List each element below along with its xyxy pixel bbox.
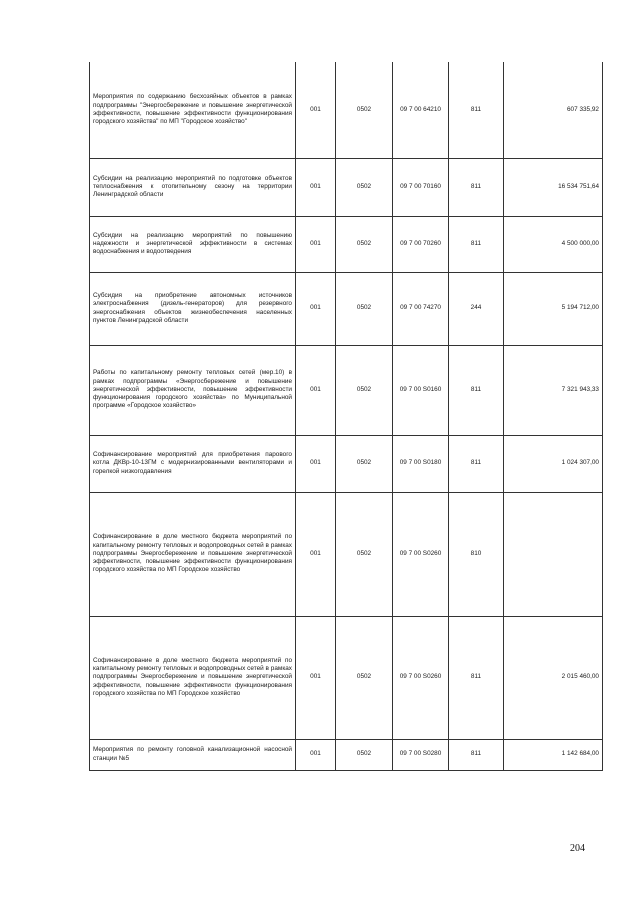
row-admin-code: 001	[296, 272, 336, 345]
row-target-code: 09 7 00 70160	[393, 158, 449, 216]
row-type-code: 811	[449, 616, 504, 739]
row-name: Софинансирование в доле местного бюджета мероприятий по капитальному ремонту тепловых и водопроводных сетей в рамках подпрограммы Энергосбережение и повышение энергетической эффективности, повышение эффективности функционирования городского хозяйства по МП Городское хозяйство	[90, 616, 296, 739]
table-row	[90, 616, 603, 739]
row-section-code: 0502	[336, 492, 393, 616]
row-amount: 1 024 307,00	[504, 435, 603, 492]
row-admin-code: 001	[296, 158, 336, 216]
row-section-code: 0502	[336, 739, 393, 770]
table-row	[90, 345, 603, 435]
row-section-code: 0502	[336, 616, 393, 739]
row-section-code: 0502	[336, 435, 393, 492]
row-type-code: 811	[449, 62, 504, 158]
row-type-code: 811	[449, 739, 504, 770]
table-row	[90, 492, 603, 616]
row-name: Работы по капитальному ремонту тепловых сетей (мер.10) в рамках подпрограммы «Энергосбережение и повышение энергетической эффективности, повышение эффективности функционирования городского хозяйства» по Муниципальной программе «Городское хозяйство»	[90, 345, 296, 435]
row-admin-code: 001	[296, 616, 336, 739]
table-row	[90, 435, 603, 492]
table-row	[90, 739, 603, 770]
row-admin-code: 001	[296, 492, 336, 616]
row-admin-code: 001	[296, 435, 336, 492]
row-type-code: 811	[449, 158, 504, 216]
table-row	[90, 272, 603, 345]
row-type-code: 811	[449, 435, 504, 492]
row-amount: 607 335,92	[504, 62, 603, 158]
row-target-code: 09 7 00 S0260	[393, 616, 449, 739]
row-name: Мероприятия по ремонту головной канализационной насосной станции №5	[90, 739, 296, 770]
row-type-code: 811	[449, 216, 504, 272]
row-name: Субсидии на реализацию мероприятий по повышению надежности и энергетической эффективности в системах водоснабжения и водоотведения	[90, 216, 296, 272]
table-row	[90, 158, 603, 216]
row-section-code: 0502	[336, 216, 393, 272]
row-section-code: 0502	[336, 62, 393, 158]
row-name: Субсидии на реализацию мероприятий по подготовке объектов теплоснабжения к отопительному сезону на территории Ленинградской области	[90, 158, 296, 216]
row-target-code: 09 7 00 S0180	[393, 435, 449, 492]
row-amount: 7 321 943,33	[504, 345, 603, 435]
row-admin-code: 001	[296, 216, 336, 272]
table-row	[90, 62, 603, 158]
row-type-code: 244	[449, 272, 504, 345]
table-row	[90, 216, 603, 272]
row-target-code: 09 7 00 70260	[393, 216, 449, 272]
row-section-code: 0502	[336, 345, 393, 435]
row-target-code: 09 7 00 74270	[393, 272, 449, 345]
row-name: Софинансирование мероприятий для приобретения парового котла ДКВр-10-13ГМ с модернизированными вентиляторами и горелкой низкогодавления	[90, 435, 296, 492]
row-type-code: 811	[449, 345, 504, 435]
row-target-code: 09 7 00 S0160	[393, 345, 449, 435]
row-amount: 5 194 712,00	[504, 272, 603, 345]
row-name: Мероприятия по содержанию бесхозяйных объектов в рамках подпрограммы "Энергосбережение и повышение энергетической эффективности, повышение эффективности функционирования городского хозяйства" по МП "Городское хозяйство"	[90, 62, 296, 158]
page-number: 204	[570, 843, 585, 854]
row-name: Субсидия на приобретение автономных источников электроснабжения (дизель-генераторов) для резервного энергоснабжения объектов жизнеобеспечения населенных пунктов Ленинградской области	[90, 272, 296, 345]
row-section-code: 0502	[336, 158, 393, 216]
row-section-code: 0502	[336, 272, 393, 345]
row-type-code: 810	[449, 492, 504, 616]
row-target-code: 09 7 00 S0280	[393, 739, 449, 770]
budget-table	[89, 62, 603, 771]
row-amount	[504, 492, 603, 616]
row-admin-code: 001	[296, 739, 336, 770]
row-admin-code: 001	[296, 345, 336, 435]
row-target-code: 09 7 00 S0260	[393, 492, 449, 616]
row-admin-code: 001	[296, 62, 336, 158]
row-amount: 2 015 460,00	[504, 616, 603, 739]
row-amount: 4 500 000,00	[504, 216, 603, 272]
row-amount: 1 142 684,00	[504, 739, 603, 770]
row-amount: 16 534 751,64	[504, 158, 603, 216]
row-name: Софинансирование в доле местного бюджета мероприятий по капитальному ремонту тепловых и водопроводных сетей в рамках подпрограммы Энергосбережение и повышение энергетической эффективности, повышение эффективности функционирования городского хозяйства по МП Городское хозяйство	[90, 492, 296, 616]
row-target-code: 09 7 00 64210	[393, 62, 449, 158]
